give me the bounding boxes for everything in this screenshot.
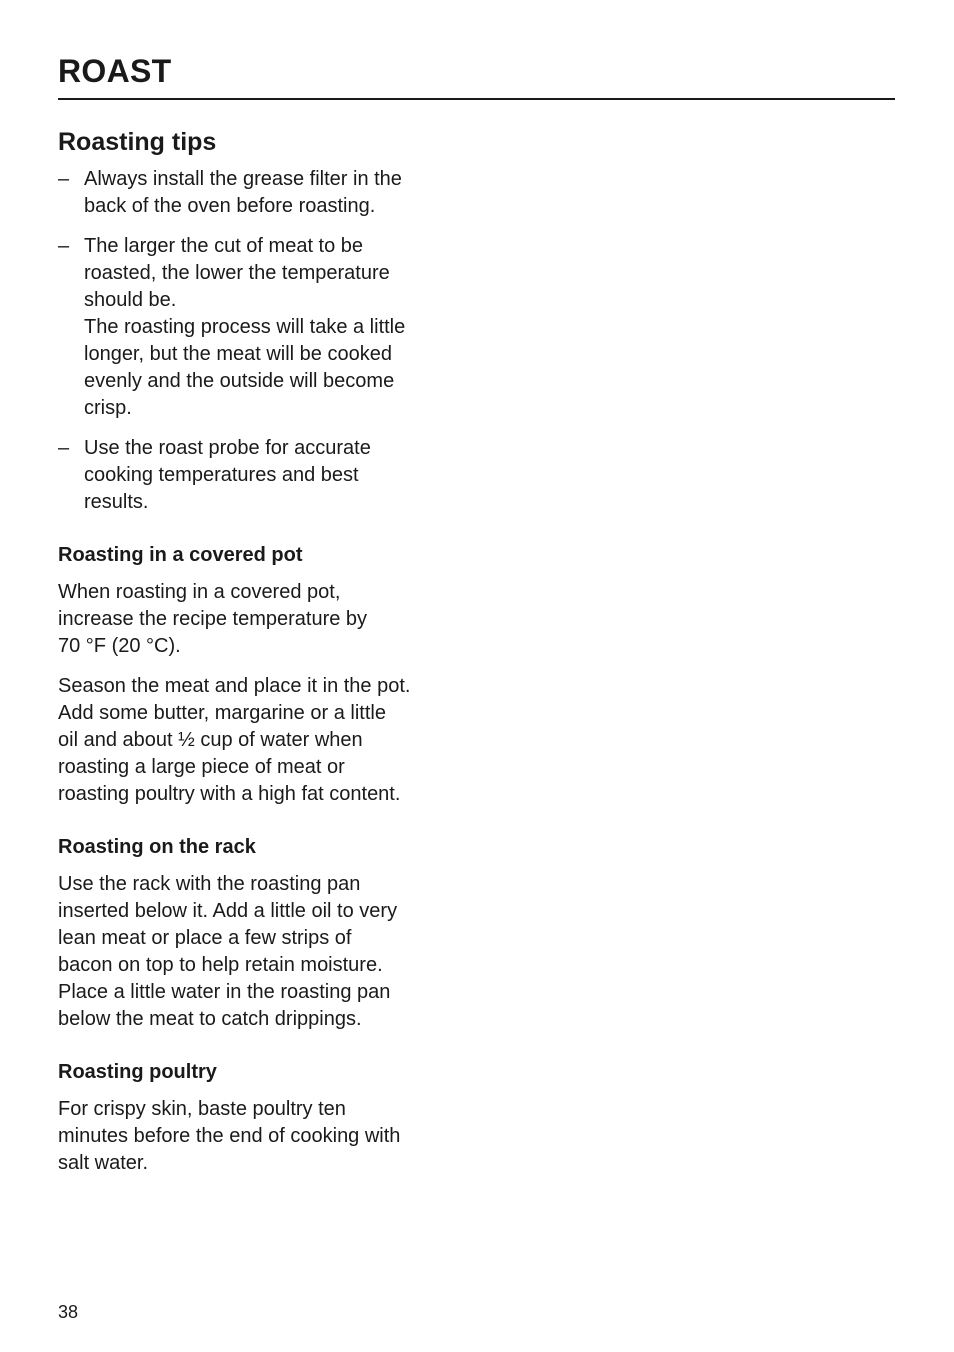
roasting-tips-heading: Roasting tips xyxy=(58,128,217,156)
title-divider xyxy=(58,98,895,100)
dash-bullet: – xyxy=(58,437,70,459)
list-item xyxy=(58,435,468,516)
roasting-tips-list xyxy=(58,166,468,516)
list-item xyxy=(58,166,468,220)
rack-heading: Roasting on the rack xyxy=(58,836,256,858)
covered-pot-heading: Roasting in a covered pot xyxy=(58,544,303,566)
poultry-heading: Roasting poultry xyxy=(58,1061,217,1083)
list-item xyxy=(58,233,468,422)
content-column xyxy=(58,126,468,1190)
covered-pot-paragraph: Season the meat and place it in the pot. Add some butter, margarine or a little oil and about ½ cup of water when roasting a large piece of meat or roasting poultry with a high fat content. xyxy=(58,675,411,805)
page-number: 38 xyxy=(58,1302,79,1322)
tip-text: Always install the grease filter in the back of the oven before roasting. xyxy=(84,168,402,217)
poultry-paragraph: For crispy skin, baste poultry ten minutes before the end of cooking with salt water. xyxy=(58,1098,401,1174)
page-title: ROAST xyxy=(58,53,172,89)
dash-bullet: – xyxy=(58,168,70,190)
covered-pot-paragraph: When roasting in a covered pot, increase the recipe temperature by 70 °F (20 °C). xyxy=(58,581,368,657)
rack-paragraph: Use the rack with the roasting pan inserted below it. Add a little oil to very lean meat or place a few strips of bacon on top to help retain moisture. Place a little water in the roasting pan below the meat to catch drippings. xyxy=(58,873,398,1030)
tip-text: The larger the cut of meat to be roasted, the lower the temperature should be. The roasting process will take a little longer, but the meat will be cooked evenly and the outside will become crisp. xyxy=(84,235,406,419)
dash-bullet: – xyxy=(58,235,70,257)
tip-text: Use the roast probe for accurate cooking temperatures and best results. xyxy=(84,437,371,513)
